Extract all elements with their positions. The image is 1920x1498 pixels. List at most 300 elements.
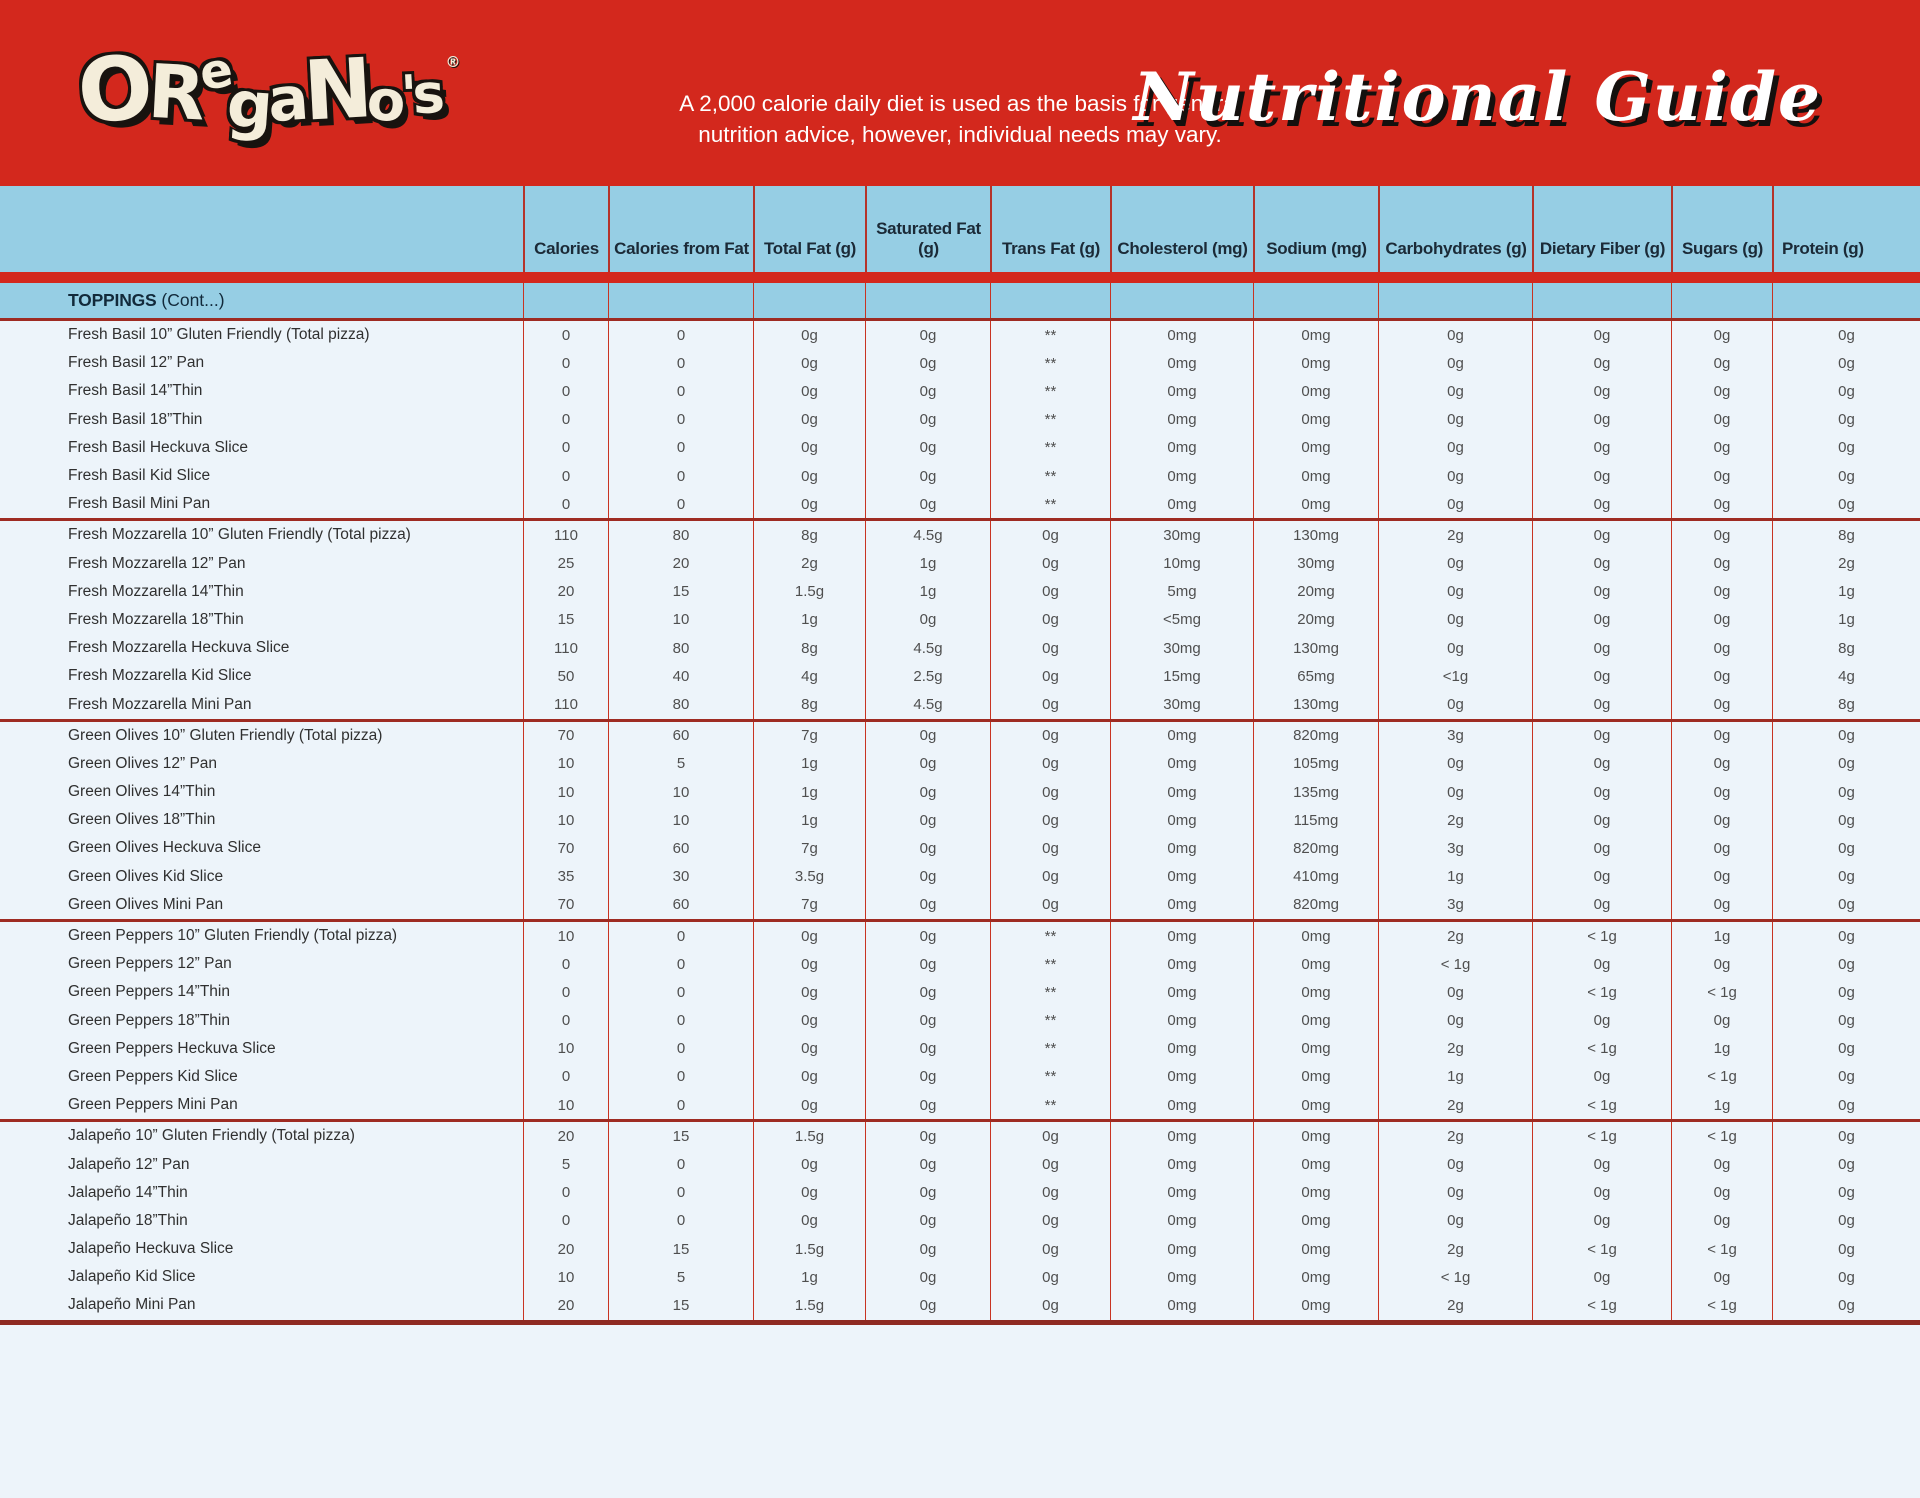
nutrition-value: 30mg: [1253, 550, 1378, 578]
nutrition-value: 0g: [1532, 806, 1671, 834]
nutrition-value: 1g: [1378, 863, 1532, 891]
item-label: Green Olives 18”Thin: [68, 811, 216, 829]
nutrition-value: 15: [608, 1235, 753, 1263]
item-label: Green Peppers Kid Slice: [68, 1067, 238, 1085]
nutrition-value: 0g: [990, 1122, 1110, 1150]
nutrition-value: 0mg: [1110, 434, 1253, 462]
nutrition-value: 35: [523, 863, 608, 891]
nutrition-value: 0g: [1532, 521, 1671, 549]
nutrition-value: 0: [523, 490, 608, 518]
nutrition-value: 0: [608, 1179, 753, 1207]
nutrition-value: 0g: [1671, 806, 1772, 834]
column-header-sodium: Sodium (mg): [1253, 186, 1378, 272]
nutrition-value: 0g: [1772, 750, 1920, 778]
nutrition-value: <1g: [1378, 662, 1532, 690]
nutrition-value: 0: [608, 978, 753, 1006]
nutrition-value: 0g: [990, 806, 1110, 834]
logo-letter: N: [301, 41, 370, 140]
nutrition-value: 0g: [1532, 750, 1671, 778]
nutrition-value: 0: [523, 434, 608, 462]
nutrition-value: 1.5g: [753, 1122, 865, 1150]
nutrition-value: 0: [608, 434, 753, 462]
table-row: [0, 1035, 1920, 1063]
nutrition-value: 0g: [865, 1063, 990, 1091]
table-row: [0, 1063, 1920, 1091]
nutrition-value: 0g: [990, 1179, 1110, 1207]
nutrition-value: 4.5g: [865, 690, 990, 718]
nutrition-value: 0: [608, 1091, 753, 1119]
table-row: [0, 1122, 1920, 1150]
nutrition-value: 0g: [865, 750, 990, 778]
nutrition-value: **: [990, 462, 1110, 490]
nutrition-value: 25: [523, 550, 608, 578]
nutrition-value: 0g: [1378, 1179, 1532, 1207]
item-label: Fresh Mozzarella Heckuva Slice: [68, 639, 290, 657]
nutrition-value: 0mg: [1253, 922, 1378, 950]
nutrition-value: 15: [608, 1122, 753, 1150]
nutrition-value: 0mg: [1253, 950, 1378, 978]
nutrition-value: 0g: [1532, 778, 1671, 806]
nutrition-value: 130mg: [1253, 690, 1378, 718]
nutrition-value: 410mg: [1253, 863, 1378, 891]
nutrition-value: 0g: [753, 490, 865, 518]
nutrition-value: 0g: [1378, 1150, 1532, 1178]
nutrition-value: **: [990, 321, 1110, 349]
nutrition-value: 0g: [1671, 349, 1772, 377]
nutrition-value: 0g: [1671, 863, 1772, 891]
nutrition-value: 1.5g: [753, 1235, 865, 1263]
nutrition-value: < 1g: [1378, 950, 1532, 978]
column-header-calories: Calories: [523, 186, 608, 272]
item-label: Jalapeño Mini Pan: [68, 1296, 196, 1314]
table-row: [0, 1150, 1920, 1178]
section-empty-cell: [753, 283, 865, 318]
nutrition-value: 0g: [1772, 1179, 1920, 1207]
table-row: [0, 1263, 1920, 1291]
nutrition-value: 0g: [753, 406, 865, 434]
nutrition-value: 0mg: [1253, 462, 1378, 490]
table-row: [0, 521, 1920, 549]
nutrition-value: 0mg: [1110, 834, 1253, 862]
nutrition-value: 0g: [1671, 834, 1772, 862]
nutrition-value: 0g: [1378, 377, 1532, 405]
nutrition-value: 0g: [1671, 634, 1772, 662]
nutrition-value: 10: [523, 778, 608, 806]
item-label: Green Olives 14”Thin: [68, 783, 216, 801]
item-label: Fresh Mozzarella Mini Pan: [68, 695, 252, 713]
item-label: Fresh Basil Kid Slice: [68, 467, 211, 485]
nutrition-value: 0g: [990, 778, 1110, 806]
nutrition-value: 0mg: [1110, 806, 1253, 834]
nutrition-value: 0g: [753, 434, 865, 462]
item-label: Green Olives Mini Pan: [68, 895, 224, 913]
nutrition-value: 0g: [1671, 1150, 1772, 1178]
nutrition-value: 0: [608, 490, 753, 518]
nutrition-value: 1g: [1378, 1063, 1532, 1091]
nutrition-value: 0mg: [1253, 1063, 1378, 1091]
nutrition-value: 0g: [1772, 1235, 1920, 1263]
nutrition-value: 0mg: [1110, 722, 1253, 750]
item-label: Fresh Mozzarella 12” Pan: [68, 554, 246, 572]
nutrition-value: < 1g: [1532, 1122, 1671, 1150]
nutrition-value: 110: [523, 634, 608, 662]
nutrition-value: 0mg: [1110, 462, 1253, 490]
nutrition-value: 130mg: [1253, 634, 1378, 662]
nutrition-value: 0g: [1378, 690, 1532, 718]
item-label: Fresh Mozzarella 18”Thin: [68, 610, 244, 628]
nutrition-value: 0g: [865, 891, 990, 919]
nutrition-value: **: [990, 1035, 1110, 1063]
column-header-cholesterol: Cholesterol (mg): [1110, 186, 1253, 272]
column-header-trans-fat: Trans Fat (g): [990, 186, 1110, 272]
nutrition-value: 0g: [1532, 891, 1671, 919]
nutrition-value: 0mg: [1253, 434, 1378, 462]
nutrition-value: 0g: [990, 863, 1110, 891]
nutrition-value: 5: [523, 1150, 608, 1178]
nutrition-value: 7g: [753, 834, 865, 862]
section-empty-cell: [1532, 283, 1671, 318]
column-header-protein: Protein (g): [1772, 186, 1920, 272]
nutrition-value: 0: [608, 1063, 753, 1091]
nutrition-value: 0g: [865, 1235, 990, 1263]
table-row: [0, 462, 1920, 490]
nutrition-value: 0: [608, 922, 753, 950]
nutrition-value: 10: [523, 1035, 608, 1063]
nutrition-value: 0mg: [1110, 863, 1253, 891]
nutrition-value: 0: [608, 377, 753, 405]
nutrition-value: 0g: [865, 806, 990, 834]
section-empty-cell: [608, 283, 753, 318]
nutrition-value: 0g: [1772, 722, 1920, 750]
nutrition-value: 1g: [1772, 606, 1920, 634]
nutrition-value: 1g: [753, 778, 865, 806]
item-label: Green Olives Heckuva Slice: [68, 839, 261, 857]
nutrition-value: 0mg: [1110, 1035, 1253, 1063]
nutrition-value: 0g: [1772, 349, 1920, 377]
nutrition-value: 8g: [1772, 690, 1920, 718]
nutrition-value: < 1g: [1671, 1122, 1772, 1150]
nutrition-value: 0mg: [1253, 1091, 1378, 1119]
logo-letter: R: [145, 48, 203, 138]
nutrition-value: 8g: [753, 690, 865, 718]
nutrition-value: 0g: [990, 1207, 1110, 1235]
nutrition-value: 0g: [1671, 578, 1772, 606]
nutrition-value: 0g: [1532, 1007, 1671, 1035]
nutrition-value: 0g: [1671, 690, 1772, 718]
nutrition-value: 0g: [1671, 490, 1772, 518]
nutrition-value: 110: [523, 521, 608, 549]
nutrition-value: 0mg: [1110, 978, 1253, 1006]
nutrition-value: 2g: [1378, 521, 1532, 549]
nutrition-value: 0mg: [1110, 778, 1253, 806]
nutrition-value: 3.5g: [753, 863, 865, 891]
item-label: Fresh Basil Heckuva Slice: [68, 438, 249, 456]
nutrition-value: 0g: [1378, 490, 1532, 518]
nutrition-value: 0mg: [1110, 490, 1253, 518]
nutrition-value: 0g: [753, 1091, 865, 1119]
registered-trademark: ®: [445, 53, 461, 71]
nutrition-value: 80: [608, 634, 753, 662]
nutrition-value: 0g: [1532, 722, 1671, 750]
nutrition-value: 0g: [1772, 377, 1920, 405]
item-label: Green Peppers 18”Thin: [68, 1011, 230, 1029]
nutrition-value: 4.5g: [865, 521, 990, 549]
nutrition-value: 0mg: [1110, 891, 1253, 919]
nutrition-value: 0g: [1772, 922, 1920, 950]
nutrition-value: 2g: [1378, 1091, 1532, 1119]
nutrition-value: < 1g: [1532, 1291, 1671, 1319]
nutrition-value: 0g: [1772, 834, 1920, 862]
nutrition-value: < 1g: [1378, 1263, 1532, 1291]
nutrition-value: 0g: [1532, 349, 1671, 377]
section-title: [0, 290, 523, 311]
nutrition-value: 10: [523, 1091, 608, 1119]
nutrition-value: 1g: [1671, 1091, 1772, 1119]
nutrition-value: 30: [608, 863, 753, 891]
nutrition-value: 70: [523, 722, 608, 750]
item-label: Green Peppers 14”Thin: [68, 983, 230, 1001]
nutrition-value: 50: [523, 662, 608, 690]
nutrition-value: 0g: [1532, 950, 1671, 978]
nutrition-value: **: [990, 349, 1110, 377]
nutrition-value: 0g: [865, 1263, 990, 1291]
nutrition-value: 0mg: [1253, 1207, 1378, 1235]
column-header-total-fat: Total Fat (g): [753, 186, 865, 272]
nutrition-value: 0: [523, 950, 608, 978]
nutrition-value: 0g: [753, 1207, 865, 1235]
nutrition-value: 0g: [1671, 891, 1772, 919]
item-label: Green Peppers 10” Gluten Friendly (Total pizza): [68, 927, 398, 945]
nutrition-value: 115mg: [1253, 806, 1378, 834]
nutrition-value: 0g: [1772, 1150, 1920, 1178]
nutrition-value: 5mg: [1110, 578, 1253, 606]
nutrition-value: 65mg: [1253, 662, 1378, 690]
nutrition-value: 0g: [1532, 321, 1671, 349]
nutrition-value: 0g: [1378, 778, 1532, 806]
nutrition-value: 0mg: [1110, 750, 1253, 778]
nutrition-value: 0g: [865, 462, 990, 490]
topping-group: [0, 719, 1920, 919]
nutrition-value: 0: [608, 1150, 753, 1178]
nutrition-value: 0g: [1532, 550, 1671, 578]
nutrition-value: 2g: [1378, 1235, 1532, 1263]
nutrition-value: 0g: [1532, 490, 1671, 518]
nutrition-value: 0mg: [1110, 950, 1253, 978]
nutrition-value: 0: [523, 978, 608, 1006]
nutrition-value: < 1g: [1671, 978, 1772, 1006]
nutrition-value: 0: [608, 349, 753, 377]
nutrition-value: 0g: [865, 434, 990, 462]
item-label: Fresh Basil 10” Gluten Friendly (Total pizza): [68, 326, 370, 344]
nutrition-value: 0g: [1532, 690, 1671, 718]
nutrition-value: 0g: [1772, 863, 1920, 891]
nutrition-value: 70: [523, 891, 608, 919]
nutrition-value: 2g: [1772, 550, 1920, 578]
nutrition-value: 60: [608, 834, 753, 862]
nutrition-value: 0g: [1772, 406, 1920, 434]
nutrition-value: 0mg: [1253, 1263, 1378, 1291]
nutrition-value: 8g: [753, 634, 865, 662]
item-label: Green Peppers Heckuva Slice: [68, 1039, 276, 1057]
nutrition-value: 0g: [1671, 406, 1772, 434]
nutrition-value: 1g: [865, 550, 990, 578]
section-empty-cell: [1253, 283, 1378, 318]
nutrition-value: **: [990, 1063, 1110, 1091]
item-label: Green Peppers 12” Pan: [68, 955, 232, 973]
nutrition-value: 15: [608, 578, 753, 606]
item-label: Fresh Basil 14”Thin: [68, 382, 203, 400]
nutrition-value: 10mg: [1110, 550, 1253, 578]
nutrition-value: 0g: [990, 578, 1110, 606]
oreganos-logo: [74, 35, 461, 145]
nutrition-value: 0g: [1772, 978, 1920, 1006]
nutrition-value: 0g: [1378, 978, 1532, 1006]
nutrition-value: 0g: [753, 377, 865, 405]
table-row: [0, 863, 1920, 891]
nutrition-value: 0g: [1671, 521, 1772, 549]
nutrition-value: 8g: [1772, 521, 1920, 549]
nutrition-value: 20: [608, 550, 753, 578]
nutrition-value: 0g: [865, 1007, 990, 1035]
nutrition-value: 0g: [1671, 550, 1772, 578]
nutrition-value: 0g: [1772, 1122, 1920, 1150]
nutrition-value: 0g: [753, 978, 865, 1006]
nutrition-value: 0g: [1772, 1091, 1920, 1119]
nutrition-value: 0g: [1671, 1179, 1772, 1207]
column-header-sugars: Sugars (g): [1671, 186, 1772, 272]
nutrition-value: 2g: [1378, 806, 1532, 834]
nutrition-value: 0g: [1671, 462, 1772, 490]
nutrition-value: 20: [523, 1122, 608, 1150]
nutrition-value: 0mg: [1110, 1007, 1253, 1035]
nutrition-value: 0g: [753, 1007, 865, 1035]
item-label: Fresh Mozzarella 14”Thin: [68, 582, 244, 600]
nutrition-value: 0g: [1772, 1207, 1920, 1235]
nutrition-value: 0mg: [1110, 349, 1253, 377]
nutrition-value: 0g: [753, 1150, 865, 1178]
nutrition-value: 20mg: [1253, 606, 1378, 634]
nutrition-value: 0g: [1671, 750, 1772, 778]
logo-letter: a: [265, 63, 307, 137]
table-row: [0, 978, 1920, 1006]
section-title-bold: TOPPINGS: [68, 290, 157, 310]
nutrition-value: 0: [523, 1063, 608, 1091]
nutrition-value: 0g: [990, 690, 1110, 718]
nutrition-value: 10: [608, 778, 753, 806]
nutrition-value: 2g: [1378, 1035, 1532, 1063]
nutrition-value: 0mg: [1253, 1150, 1378, 1178]
nutrition-value: 7g: [753, 722, 865, 750]
table-row: [0, 690, 1920, 718]
nutrition-value: 0g: [753, 1063, 865, 1091]
nutrition-value: 0g: [1378, 462, 1532, 490]
item-label: Jalapeño Kid Slice: [68, 1268, 196, 1286]
nutrition-value: 0g: [1532, 578, 1671, 606]
table-row: [0, 722, 1920, 750]
nutrition-value: 10: [523, 922, 608, 950]
nutrition-value: 0g: [990, 606, 1110, 634]
table-row: [0, 634, 1920, 662]
nutrition-value: 0g: [865, 863, 990, 891]
nutrition-value: 0g: [1671, 778, 1772, 806]
nutrition-value: 130mg: [1253, 521, 1378, 549]
nutrition-value: **: [990, 490, 1110, 518]
nutrition-value: 0g: [1772, 1007, 1920, 1035]
nutrition-value: 0mg: [1110, 1063, 1253, 1091]
table-row: [0, 321, 1920, 349]
nutrition-value: 0mg: [1253, 1035, 1378, 1063]
table-row: [0, 778, 1920, 806]
nutrition-value: **: [990, 406, 1110, 434]
nutrition-value: 0g: [990, 521, 1110, 549]
nutrition-value: **: [990, 950, 1110, 978]
nutrition-value: 2g: [1378, 1291, 1532, 1319]
logo-letter: e: [195, 42, 232, 102]
nutrition-value: 60: [608, 891, 753, 919]
table-row: [0, 922, 1920, 950]
nutrition-value: 20: [523, 578, 608, 606]
nutrition-value: 0g: [990, 722, 1110, 750]
nutrition-value: 0g: [1378, 550, 1532, 578]
nutrition-value: 0g: [1378, 434, 1532, 462]
nutrition-value: 0g: [1772, 462, 1920, 490]
nutrition-value: 0g: [865, 722, 990, 750]
item-label: Jalapeño 12” Pan: [68, 1155, 190, 1173]
table-row: [0, 550, 1920, 578]
nutrition-value: 0g: [1772, 1291, 1920, 1319]
nutrition-value: 0g: [865, 778, 990, 806]
nutrition-value: <5mg: [1110, 606, 1253, 634]
nutrition-value: < 1g: [1532, 1235, 1671, 1263]
nutrition-value: 0g: [753, 1179, 865, 1207]
nutrition-value: 0mg: [1110, 377, 1253, 405]
topping-group: [0, 919, 1920, 1119]
nutrition-value: 0: [523, 349, 608, 377]
nutrition-value: 10: [523, 806, 608, 834]
nutrition-value: 0mg: [1253, 406, 1378, 434]
nutrition-value: 7g: [753, 891, 865, 919]
nutrition-value: 0g: [865, 321, 990, 349]
nutrition-value: 15: [523, 606, 608, 634]
nutrition-value: 10: [523, 1263, 608, 1291]
nutrition-value: 0: [523, 377, 608, 405]
section-empty-cell: [1671, 283, 1772, 318]
nutrition-value: < 1g: [1671, 1063, 1772, 1091]
nutrition-value: 0g: [1671, 722, 1772, 750]
nutrition-value: 0g: [1532, 434, 1671, 462]
nutrition-value: < 1g: [1671, 1291, 1772, 1319]
item-label: Jalapeño 18”Thin: [68, 1211, 188, 1229]
nutrition-value: 3g: [1378, 722, 1532, 750]
nutrition-value: **: [990, 978, 1110, 1006]
nutrition-value: 0g: [1532, 377, 1671, 405]
nutrition-value: 0g: [865, 1035, 990, 1063]
nutrition-value: 1g: [753, 606, 865, 634]
nutrition-value: 0mg: [1110, 1150, 1253, 1178]
column-header-carbohydrates: Carbohydrates (g): [1378, 186, 1532, 272]
nutrition-value: 0g: [990, 891, 1110, 919]
nutrition-value: 0g: [1378, 578, 1532, 606]
nutrition-value: < 1g: [1532, 1091, 1671, 1119]
nutrition-value: 5: [608, 750, 753, 778]
nutrition-value: 0g: [865, 377, 990, 405]
nutrition-value: 0g: [1532, 1207, 1671, 1235]
nutrition-value: 0g: [865, 490, 990, 518]
item-label: Green Olives Kid Slice: [68, 867, 224, 885]
nutrition-value: 0g: [1532, 662, 1671, 690]
nutrition-value: 0g: [865, 1291, 990, 1319]
nutrition-value: 0mg: [1253, 349, 1378, 377]
